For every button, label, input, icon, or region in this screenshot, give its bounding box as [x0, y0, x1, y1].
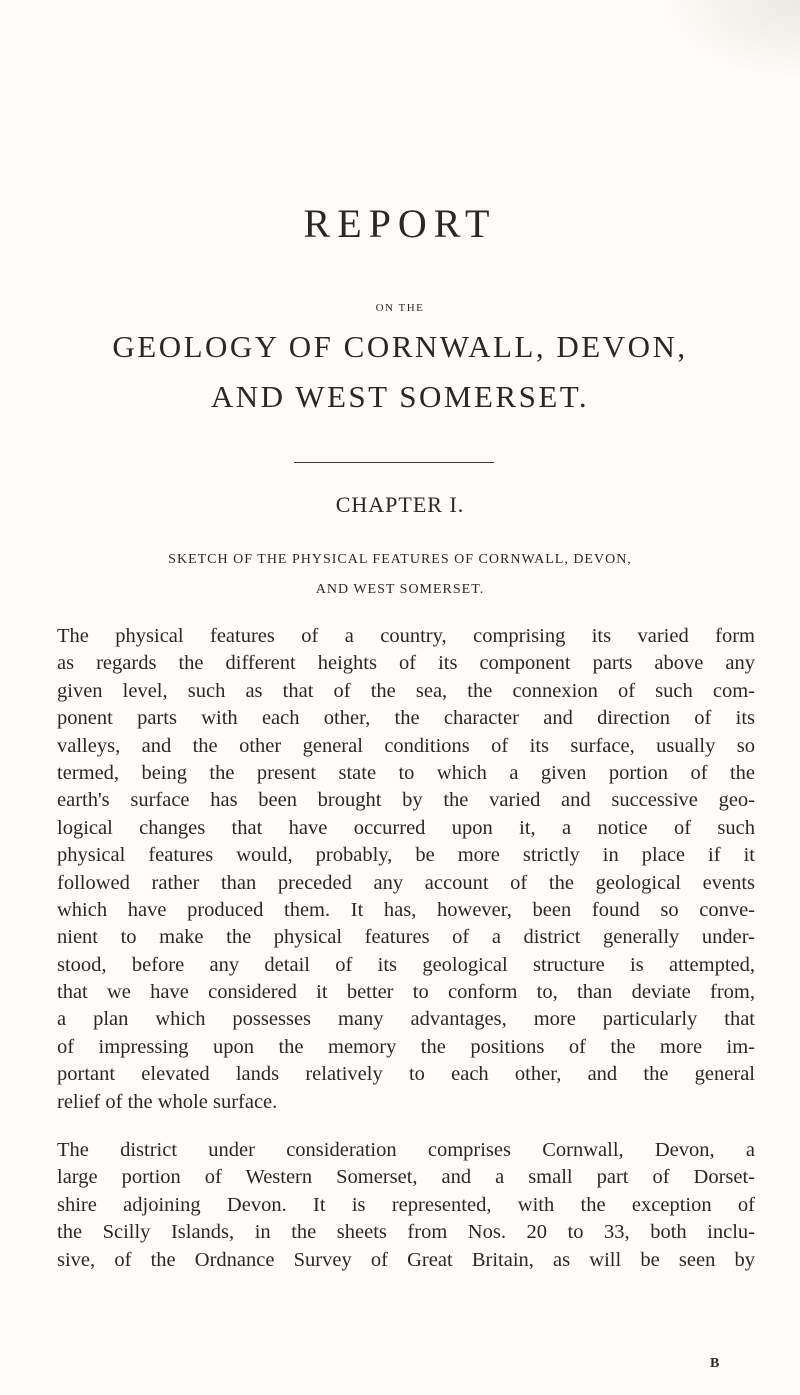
paragraph-1 [57, 623, 755, 1116]
report-title: REPORT [303, 201, 497, 246]
paragraph-line: valleys, and the other general conditions of its surface, usually so [57, 734, 755, 757]
paragraph-line: logical changes that have occurred upon it, a notice of such [57, 816, 755, 839]
paragraph-line: earth's surface has been brought by the varied and successive geo- [57, 789, 755, 812]
paragraph-2 [57, 1137, 755, 1274]
paragraph-line: stood, before any detail of its geological structure is attempted, [57, 953, 755, 976]
paragraph-line: followed rather than preceded any account of the geological events [57, 871, 755, 894]
paragraph-line: which have produced them. It has, however, been found so conve- [57, 898, 755, 921]
paragraph-line: portant elevated lands relatively to each other, and the general [57, 1063, 755, 1086]
subtitle-line-1: GEOLOGY OF CORNWALL, DEVON, [112, 329, 688, 364]
paragraph-line: physical features would, probably, be more strictly in place if it [57, 844, 755, 867]
paragraph-line: of impressing upon the memory the positions of the more im- [57, 1035, 755, 1058]
paragraph-line: sive, of the Ordnance Survey of Great Britain, as will be seen by [57, 1248, 755, 1271]
paragraph-line: ponent parts with each other, the character and direction of its [57, 707, 755, 730]
paragraph-line: the Scilly Islands, in the sheets from Nos. 20 to 33, both inclu- [57, 1221, 755, 1244]
subtitle-line-2: AND WEST SOMERSET. [210, 379, 590, 414]
divider-rule [294, 462, 494, 463]
on-the-label: ON THE [375, 302, 425, 314]
paragraph-line: a plan which possesses many advantages, more particularly that [57, 1008, 755, 1031]
paragraph-line: as regards the different heights of its component parts above any [57, 652, 755, 675]
paragraph-line: large portion of Western Somerset, and a small part of Dorset- [57, 1166, 755, 1189]
paragraph-line: The district under consideration comprises Cornwall, Devon, a [57, 1139, 755, 1161]
paragraph-line: relief of the whole surface. [57, 1090, 278, 1113]
paragraph-line: shire adjoining Devon. It is represented, with the exception of [57, 1193, 755, 1216]
paper-stain [660, 0, 800, 80]
paragraph-line: nient to make the physical features of a district generally under- [57, 926, 755, 949]
section-title-line-2: AND WEST SOMERSET. [315, 582, 485, 597]
paragraph-line: The physical features of a country, comprising its varied form [57, 625, 755, 647]
section-title-line-1: SKETCH OF THE PHYSICAL FEATURES OF CORNWALL, DEVON, [168, 552, 632, 567]
paragraph-line: given level, such as that of the sea, the connexion of such com- [57, 679, 755, 702]
paragraph-line: termed, being the present state to which a given portion of the [57, 761, 755, 784]
chapter-heading: CHAPTER I. [335, 492, 465, 517]
paragraph-line: that we have considered it better to conform to, than deviate from, [57, 981, 755, 1004]
signature-mark: B [710, 1356, 720, 1371]
